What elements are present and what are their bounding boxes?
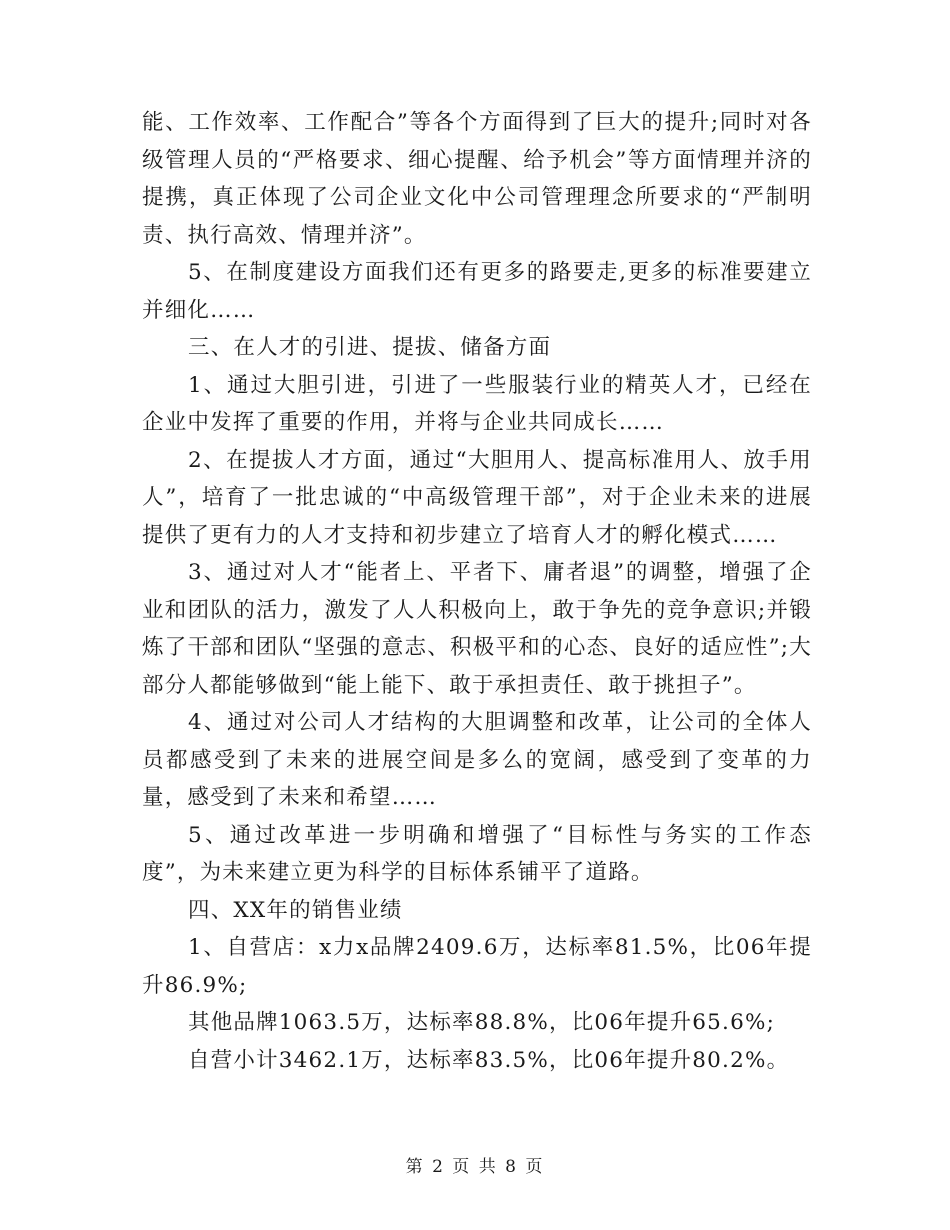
paragraph-own-store-subtotal: 自营小计3462.1万，达标率83.5%，比06年提升80.2%。 [188, 1047, 790, 1073]
paragraph-talent-promotion: 2、在提拔人才方面，通过“大胆用人、提高标准用人、放手用人”，培育了一批忠诚的“中高级管理干部”，对于企业未来的进展提供了更有力的人才支持和初步建立了培育人才的孵化模式…… [142, 447, 812, 548]
document-body [142, 104, 812, 1079]
section-heading-talent: 三、在人才的引进、提拔、储备方面 [188, 335, 552, 360]
paragraph-structure-reform: 4、通过对公司人才结构的大胆调整和改革，让公司的全体人员都感受到了未来的进展空间是多么的宽阔，感受到了变革的力量，感受到了未来和希望…… [142, 710, 812, 810]
paragraph-other-brands: 其他品牌1063.5万，达标率88.8%，比06年提升65.6%; [188, 1010, 776, 1035]
paragraph-talent-introduction: 1、通过大胆引进，引进了一些服装行业的精英人才，已经在企业中发挥了重要的作用，并将与企业共同成长…… [142, 372, 812, 435]
page-number-footer: 第 2 页 共 8 页 [405, 1157, 545, 1177]
paragraph-target-attitude: 5、通过改革进一步明确和增强了“目标性与务实的工作态度”，为未来建立更为科学的目标体系铺平了道路。 [142, 822, 812, 885]
paragraph-system-building: 5、在制度建设方面我们还有更多的路要走,更多的标准要建立并细化…… [142, 260, 812, 323]
section-heading-sales: 四、XX年的销售业绩 [188, 897, 403, 923]
paragraph-management-summary: 能、工作效率、工作配合”等各个方面得到了巨大的提升;同时对各级管理人员的“严格要求、细心提醒、给予机会”等方面情理并济的提携，真正体现了公司企业文化中公司管理理念所要求的“严制明责、执行高效、情理并济”。 [142, 110, 812, 248]
paragraph-own-store-brand: 1、自营店：x力x品牌2409.6万，达标率81.5%，比06年提升86.9%; [142, 935, 812, 998]
paragraph-talent-adjustment: 3、通过对人才“能者上、平者下、庸者退”的调整，增强了企业和团队的活力，激发了人人积极向上，敢于争先的竞争意识;并锻炼了干部和团队“坚强的意志、积极平和的心态、良好的适应性”;大部分人都能够做到“能上能下、敢于承担责任、敢于挑担子”。 [142, 560, 812, 698]
